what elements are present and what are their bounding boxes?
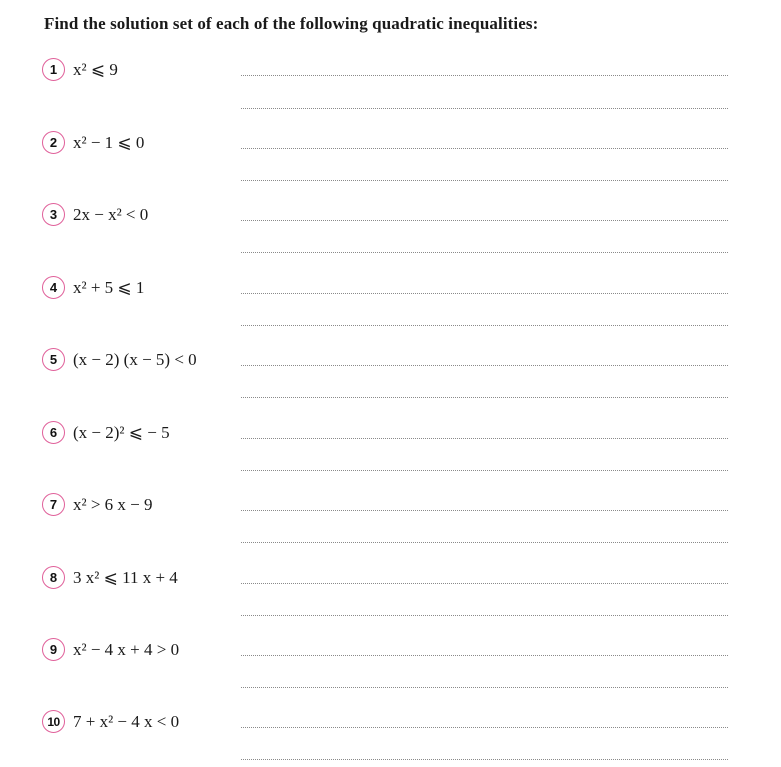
- problem-expression: 7 + x² − 4 x < 0: [73, 712, 180, 731]
- problem-number-badge: 9: [42, 638, 65, 661]
- answer-line[interactable]: [241, 583, 728, 584]
- answer-line[interactable]: [241, 470, 728, 471]
- problem-expression: x² − 4 x + 4 > 0: [73, 640, 180, 659]
- problem-2: [42, 131, 742, 161]
- problem-10: [42, 710, 742, 740]
- problem-expression: x² > 6 x − 9: [73, 495, 153, 514]
- answer-line[interactable]: [241, 148, 728, 149]
- problem-7: [42, 493, 742, 523]
- answer-line[interactable]: [241, 365, 728, 366]
- problem-9: [42, 638, 742, 668]
- answer-line[interactable]: [241, 293, 728, 294]
- problem-5: [42, 348, 742, 378]
- problem-4: [42, 276, 742, 306]
- answer-line[interactable]: [241, 727, 728, 728]
- problem-expression: (x − 2)² ⩽ − 5: [73, 423, 170, 442]
- problem-3: [42, 203, 742, 233]
- problem-expression: x² + 5 ⩽ 1: [73, 278, 145, 297]
- answer-line[interactable]: [241, 438, 728, 439]
- answer-line[interactable]: [241, 75, 728, 76]
- problem-expression: x² ⩽ 9: [73, 60, 118, 79]
- answer-line[interactable]: [241, 510, 728, 511]
- answer-line[interactable]: [241, 397, 728, 398]
- page-title: Find the solution set of each of the following quadratic inequalities:: [44, 14, 539, 33]
- answer-line[interactable]: [241, 759, 728, 760]
- problem-1: [42, 58, 742, 88]
- answer-line[interactable]: [241, 542, 728, 543]
- answer-line[interactable]: [241, 615, 728, 616]
- problem-expression: 3 x² ⩽ 11 x + 4: [73, 568, 178, 587]
- problem-number-badge: 5: [42, 348, 65, 371]
- answer-line[interactable]: [241, 655, 728, 656]
- problem-number-badge: 10: [42, 710, 65, 733]
- problem-8: [42, 566, 742, 596]
- problem-number-badge: 1: [42, 58, 65, 81]
- answer-line[interactable]: [241, 325, 728, 326]
- problem-number-badge: 4: [42, 276, 65, 299]
- answer-line[interactable]: [241, 687, 728, 688]
- problem-number-badge: 8: [42, 566, 65, 589]
- problem-expression: x² − 1 ⩽ 0: [73, 133, 145, 152]
- problem-number-badge: 2: [42, 131, 65, 154]
- problem-number-badge: 6: [42, 421, 65, 444]
- problem-expression: (x − 2) (x − 5) < 0: [73, 350, 197, 369]
- problem-expression: 2x − x² < 0: [73, 205, 149, 224]
- answer-line[interactable]: [241, 108, 728, 109]
- problem-6: [42, 421, 742, 451]
- problem-number-badge: 3: [42, 203, 65, 226]
- answer-line[interactable]: [241, 220, 728, 221]
- answer-line[interactable]: [241, 252, 728, 253]
- answer-line[interactable]: [241, 180, 728, 181]
- problem-number-badge: 7: [42, 493, 65, 516]
